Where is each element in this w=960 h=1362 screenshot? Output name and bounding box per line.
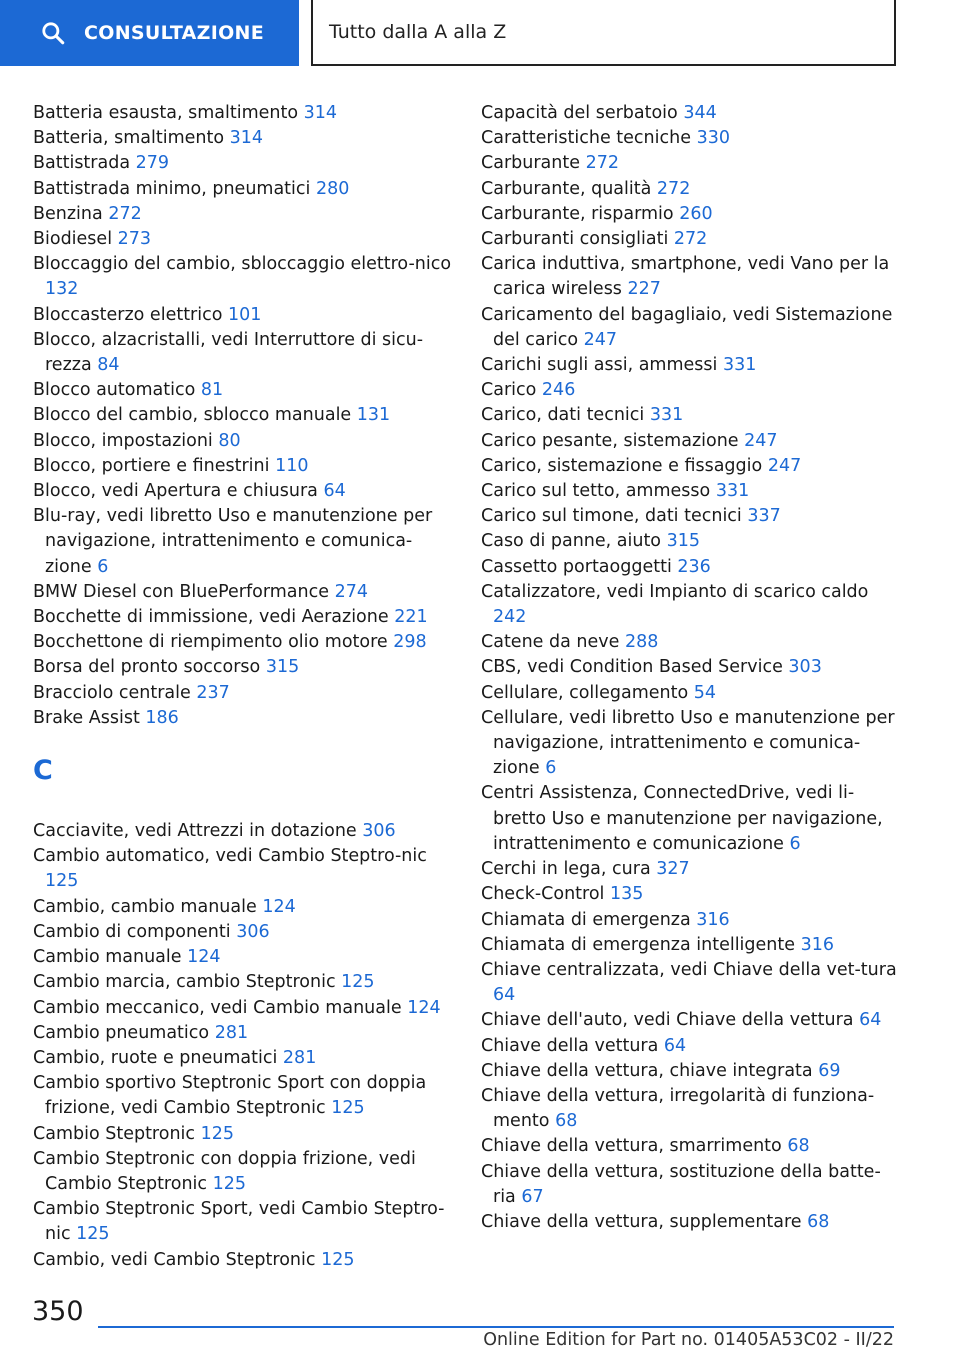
- index-entry-text: Biodiesel: [33, 229, 113, 250]
- page-reference-link[interactable]: 247: [767, 455, 802, 476]
- index-entry: [33, 227, 453, 252]
- index-entry: [33, 605, 453, 630]
- index-entry-text: Carico pesante, sistemazione: [481, 430, 739, 451]
- index-entry: [481, 1008, 901, 1033]
- page-reference-link[interactable]: 303: [788, 657, 822, 678]
- page-reference-link[interactable]: 125: [341, 972, 375, 993]
- index-entry: [33, 1046, 453, 1071]
- index-entry-text: Carico: [481, 380, 537, 401]
- page-reference-link[interactable]: 227: [627, 279, 661, 300]
- index-entry: [33, 378, 453, 403]
- page-reference-link[interactable]: 221: [394, 607, 428, 628]
- index-entry-text: Bloccasterzo elettrico: [33, 304, 223, 325]
- page-reference-link[interactable]: 64: [493, 985, 516, 1006]
- index-entry: [481, 101, 901, 126]
- page-reference-link[interactable]: 68: [807, 1211, 830, 1232]
- index-entry: [33, 844, 453, 894]
- index-entry: [33, 252, 453, 302]
- index-entry: [481, 1134, 901, 1159]
- page-reference-link[interactable]: 125: [331, 1098, 365, 1119]
- page-reference-link[interactable]: 67: [521, 1186, 544, 1207]
- index-entry-text: Check-Control: [481, 884, 605, 905]
- index-entry: [481, 1160, 901, 1210]
- page-reference-link[interactable]: 84: [97, 355, 120, 376]
- index-entry-text: Blocco, portiere e finestrini: [33, 455, 270, 476]
- index-entry-text: Blocco, impostazioni: [33, 430, 213, 451]
- index-entry-text: Chiave dell'auto, vedi Chiave della vettura: [481, 1010, 854, 1031]
- page-reference-link[interactable]: 337: [747, 506, 781, 527]
- index-entry-text: Chiamata di emergenza intelligente: [481, 934, 796, 955]
- index-entry-text: Battistrada: [33, 153, 131, 174]
- page-reference-link[interactable]: 125: [200, 1123, 235, 1144]
- index-entry-text: Cacciavite, vedi Attrezzi in dotazione: [33, 821, 357, 842]
- index-entry: [33, 1197, 453, 1247]
- index-entry: [481, 1059, 901, 1084]
- index-entry-text: Chiave della vettura, supplementare: [481, 1211, 802, 1232]
- index-entry-text: Batteria esausta, smaltimento: [33, 103, 299, 123]
- page-reference-link[interactable]: 247: [744, 430, 778, 451]
- index-entry: [33, 655, 453, 680]
- index-entry-text: Carburanti consigliati: [481, 229, 669, 250]
- index-entry: [481, 1084, 901, 1134]
- index-entry-text: Cerchi in lega, cura: [481, 859, 651, 880]
- index-entry: [33, 328, 453, 378]
- index-entry-text: Cambio meccanico, vedi Cambio manuale: [33, 997, 402, 1018]
- page-reference-link[interactable]: 6: [789, 833, 801, 854]
- page-reference-link[interactable]: 125: [45, 871, 79, 892]
- page-reference-link[interactable]: 64: [859, 1010, 882, 1031]
- index-entry-text: Cambio Steptronic Sport, vedi Cambio Steptro-nic: [33, 1199, 445, 1245]
- page-number: 350: [32, 1296, 84, 1327]
- index-entry: [481, 1034, 901, 1059]
- page-reference-link[interactable]: 315: [666, 531, 701, 552]
- index-entry: [33, 504, 453, 580]
- page-header: [0, 0, 960, 66]
- index-entry: [481, 479, 901, 504]
- index-entry: [481, 706, 901, 782]
- page-reference-link[interactable]: 68: [787, 1136, 810, 1157]
- index-entry: [33, 681, 453, 706]
- page-reference-link[interactable]: 306: [362, 821, 396, 842]
- index-entry: [33, 1122, 453, 1147]
- page-reference-link[interactable]: 316: [696, 909, 730, 930]
- page-reference-link[interactable]: 272: [585, 153, 619, 174]
- page-reference-link[interactable]: 331: [649, 405, 684, 426]
- page-reference-link[interactable]: 281: [214, 1022, 249, 1043]
- index-entry: [33, 895, 453, 920]
- index-entry-text: Bloccaggio del cambio, sbloccaggio elettro-nico: [33, 254, 452, 275]
- page-reference-link[interactable]: 327: [656, 859, 690, 880]
- index-entry: [481, 681, 901, 706]
- index-entry-text: Carburante: [481, 153, 580, 174]
- index-entry: [33, 945, 453, 970]
- section-title-tab[interactable]: [311, 0, 896, 66]
- index-entry-text: Caratteristiche tecniche: [481, 128, 691, 149]
- index-entry: [481, 908, 901, 933]
- index-entry-text: Catalizzatore, vedi Impianto di scarico caldo: [481, 581, 869, 602]
- index-entry: [33, 479, 453, 504]
- page-reference-link[interactable]: 135: [609, 884, 644, 905]
- page-reference-link[interactable]: 101: [228, 304, 262, 325]
- page-reference-link[interactable]: 236: [677, 556, 711, 577]
- page-reference-link[interactable]: 110: [275, 455, 309, 476]
- index-entry: [33, 1021, 453, 1046]
- page-reference-link[interactable]: 124: [407, 997, 441, 1018]
- page-reference-link[interactable]: 272: [108, 203, 142, 224]
- page-reference-link[interactable]: 330: [696, 128, 730, 149]
- index-entry-text: Caricamento del bagagliaio, vedi Sistemazione del carico: [481, 304, 893, 350]
- index-entry-text: Carichi sugli assi, ammessi: [481, 355, 718, 376]
- index-entry: [481, 655, 901, 680]
- page-reference-link[interactable]: 132: [45, 279, 79, 300]
- page-reference-link[interactable]: 125: [212, 1173, 247, 1194]
- index-entry-text: Blocco del cambio, sblocco manuale: [33, 405, 352, 426]
- page-reference-link[interactable]: 344: [683, 103, 717, 123]
- consultazione-tab[interactable]: [0, 0, 299, 66]
- index-entry: [33, 920, 453, 945]
- index-entry-text: Brake Assist: [33, 707, 140, 728]
- index-entry: [33, 706, 453, 731]
- index-entry-text: Chiave della vettura, sostituzione della batte-ria: [481, 1161, 881, 1207]
- index-entry-text: Carburante, qualità: [481, 178, 652, 199]
- page-reference-link[interactable]: 247: [583, 329, 618, 350]
- page-reference-link[interactable]: 131: [356, 405, 391, 426]
- page-reference-link[interactable]: 316: [800, 934, 835, 955]
- index-entry: [33, 1071, 453, 1121]
- index-entry: [33, 429, 453, 454]
- index-entry: [33, 1147, 453, 1197]
- page-reference-link[interactable]: 81: [200, 380, 224, 401]
- index-entry-text: Carico sul tetto, ammesso: [481, 481, 711, 502]
- index-entry-text: Cambio marcia, cambio Steptronic: [33, 972, 336, 993]
- page-reference-link[interactable]: 315: [265, 657, 300, 678]
- page-reference-link[interactable]: 273: [117, 229, 152, 250]
- page-reference-link[interactable]: 125: [76, 1224, 110, 1245]
- index-entry-text: Chiave della vettura, chiave integrata: [481, 1060, 813, 1081]
- index-entry: [33, 151, 453, 176]
- index-entry-text: Bracciolo centrale: [33, 682, 191, 703]
- index-entry: [481, 580, 901, 630]
- page-reference-link[interactable]: 242: [493, 607, 527, 628]
- page-reference-link[interactable]: 80: [218, 430, 241, 451]
- page-reference-link[interactable]: 298: [393, 632, 427, 653]
- index-entry-text: Cambio, ruote e pneumatici: [33, 1047, 278, 1068]
- index-entry: [481, 227, 901, 252]
- index-entry-text: Carico, sistemazione e fissaggio: [481, 455, 763, 476]
- index-entry: [33, 303, 453, 328]
- index-entry-text: Blocco, alzacristalli, vedi Interruttore di sicu-rezza: [33, 329, 424, 376]
- index-entry-text: Blu-ray, vedi libretto Uso e manutenzione per navigazione, intrattenimento e comunica-zione: [33, 506, 433, 577]
- index-entry-text: Cellulare, collegamento: [481, 682, 689, 703]
- page-reference-link[interactable]: 124: [187, 947, 221, 968]
- index-entry-text: Blocco, vedi Apertura e chiusura: [33, 481, 318, 502]
- index-entry: [481, 353, 901, 378]
- index-entry: [33, 1248, 453, 1273]
- index-entry: [481, 303, 901, 353]
- page-reference-link[interactable]: 281: [282, 1047, 317, 1068]
- index-entry-text: Battistrada minimo, pneumatici: [33, 178, 311, 199]
- search-icon: [40, 20, 66, 46]
- index-entry-text: Bocchette di immissione, vedi Aerazione: [33, 607, 389, 628]
- page-reference-link[interactable]: 274: [334, 581, 368, 602]
- index-entry-text: CBS, vedi Condition Based Service: [481, 657, 783, 678]
- index-entry: [481, 151, 901, 176]
- index-entry-text: Capacità del serbatoio: [481, 103, 678, 123]
- page-reference-link[interactable]: 64: [323, 481, 346, 502]
- index-entry-text: Cambio Steptronic: [33, 1123, 196, 1144]
- index-entry-text: Cambio sportivo Steptronic Sport con doppia frizione, vedi Cambio Steptronic: [33, 1073, 427, 1119]
- page-reference-link[interactable]: 69: [818, 1060, 841, 1081]
- index-column-right: [481, 101, 901, 1235]
- index-entry: [481, 555, 901, 580]
- index-entry: [481, 126, 901, 151]
- index-entry-text: Catene da neve: [481, 632, 620, 653]
- index-entry-text: Cambio pneumatico: [33, 1022, 210, 1043]
- index-entry: [481, 1210, 901, 1235]
- index-entry: [481, 882, 901, 907]
- index-entry: [481, 529, 901, 554]
- index-entry: [481, 202, 901, 227]
- index-entry: [33, 630, 453, 655]
- page-reference-link[interactable]: 237: [196, 682, 230, 703]
- index-entry-text: Cambio manuale: [33, 947, 182, 968]
- index-entry-text: BMW Diesel con BluePerformance: [33, 581, 329, 602]
- page-reference-link[interactable]: 6: [97, 556, 109, 577]
- page-reference-link[interactable]: 331: [715, 481, 750, 502]
- index-entry: [481, 958, 901, 1008]
- page-reference-link[interactable]: 54: [693, 682, 717, 703]
- page-reference-link[interactable]: 288: [624, 632, 659, 653]
- page-reference-link[interactable]: 306: [236, 921, 270, 942]
- edition-label: Online Edition for Part no. 01405A53C02 - II/22: [483, 1330, 894, 1350]
- page-reference-link[interactable]: 246: [541, 380, 576, 401]
- index-entry: [481, 252, 901, 302]
- index-entry-text: Cambio di componenti: [33, 921, 231, 942]
- index-entry: [481, 378, 901, 403]
- page-reference-link[interactable]: 68: [555, 1111, 578, 1132]
- page-reference-link[interactable]: 314: [303, 103, 338, 123]
- page-reference-link[interactable]: 279: [135, 153, 170, 174]
- index-entry-text: Chiamata di emergenza: [481, 909, 691, 930]
- index-entry: [33, 126, 453, 151]
- index-entry-text: Blocco automatico: [33, 380, 196, 401]
- index-entry-text: Cambio Steptronic con doppia frizione, vedi Cambio Steptronic: [33, 1148, 416, 1194]
- index-entry: [481, 429, 901, 454]
- page-reference-link[interactable]: 260: [679, 203, 713, 224]
- index-entry-text: Borsa del pronto soccorso: [33, 657, 261, 678]
- index-entry: [33, 177, 453, 202]
- index-entry-text: Cambio, vedi Cambio Steptronic: [33, 1249, 316, 1270]
- index-entry-text: Cambio automatico, vedi Cambio Steptro-nic: [33, 846, 427, 867]
- page-reference-link[interactable]: 280: [315, 178, 350, 199]
- index-column-left: [33, 101, 453, 1273]
- consultazione-label: CONSULTAZIONE: [84, 22, 265, 44]
- page-reference-link[interactable]: 331: [722, 355, 757, 376]
- index-entry: [33, 996, 453, 1021]
- index-entry: [33, 202, 453, 227]
- index-entry: [33, 403, 453, 428]
- index-entry-text: Chiave della vettura: [481, 1035, 659, 1056]
- index-entry: [481, 781, 901, 857]
- section-title: Tutto dalla A alla Z: [329, 21, 507, 43]
- index-entry: [481, 630, 901, 655]
- index-entry: [33, 101, 453, 126]
- index-entry-text: Chiave centralizzata, vedi Chiave della vet-tura: [481, 959, 897, 980]
- index-entry: [33, 819, 453, 844]
- index-entry-text: Chiave della vettura, irregolarità di funziona-mento: [481, 1085, 875, 1132]
- page-reference-link[interactable]: 314: [229, 128, 264, 149]
- index-entry-text: Carburante, risparmio: [481, 203, 674, 224]
- index-entry-text: Benzina: [33, 203, 103, 224]
- index-entry-text: Bocchettone di riempimento olio motore: [33, 632, 388, 653]
- page-footer: [0, 1290, 960, 1362]
- index-entry-text: Cassetto portaoggetti: [481, 556, 672, 577]
- index-entry-text: Batteria, smaltimento: [33, 128, 225, 149]
- page-reference-link[interactable]: 124: [262, 896, 296, 917]
- index-entry: [33, 580, 453, 605]
- index-entry-text: Caso di panne, aiuto: [481, 531, 662, 552]
- index-entry-text: Chiave della vettura, smarrimento: [481, 1136, 782, 1157]
- page-reference-link[interactable]: 272: [673, 229, 708, 250]
- page-reference-link[interactable]: 6: [545, 758, 557, 779]
- index-entry: [33, 970, 453, 995]
- page-reference-link[interactable]: 186: [145, 707, 179, 728]
- index-entry: [33, 454, 453, 479]
- page-reference-link[interactable]: 272: [656, 178, 691, 199]
- page-reference-link[interactable]: 64: [663, 1035, 687, 1056]
- index-entry-text: Cambio, cambio manuale: [33, 896, 257, 917]
- index-entry: [481, 857, 901, 882]
- index-entry: [481, 933, 901, 958]
- footer-divider: [98, 1326, 894, 1328]
- index-entry-text: Carico, dati tecnici: [481, 405, 645, 426]
- index-entry: [481, 504, 901, 529]
- index-entry-text: Carica induttiva, smartphone, vedi Vano per la carica wireless: [481, 254, 890, 300]
- index-entry-text: Cellulare, vedi libretto Uso e manutenzione per navigazione, intrattenimento e comunica-zione: [481, 707, 895, 779]
- index-letter-heading: C: [33, 755, 53, 787]
- index-entry: [481, 177, 901, 202]
- index-entry: [481, 454, 901, 479]
- page-reference-link[interactable]: 125: [321, 1249, 355, 1270]
- index-entry-text: Carico sul timone, dati tecnici: [481, 506, 742, 527]
- index-entry-text: Centri Assistenza, ConnectedDrive, vedi li-bretto Uso e manutenzione per navigazione, intrattenimento e comunicazione: [481, 783, 883, 854]
- index-entry: [481, 403, 901, 428]
